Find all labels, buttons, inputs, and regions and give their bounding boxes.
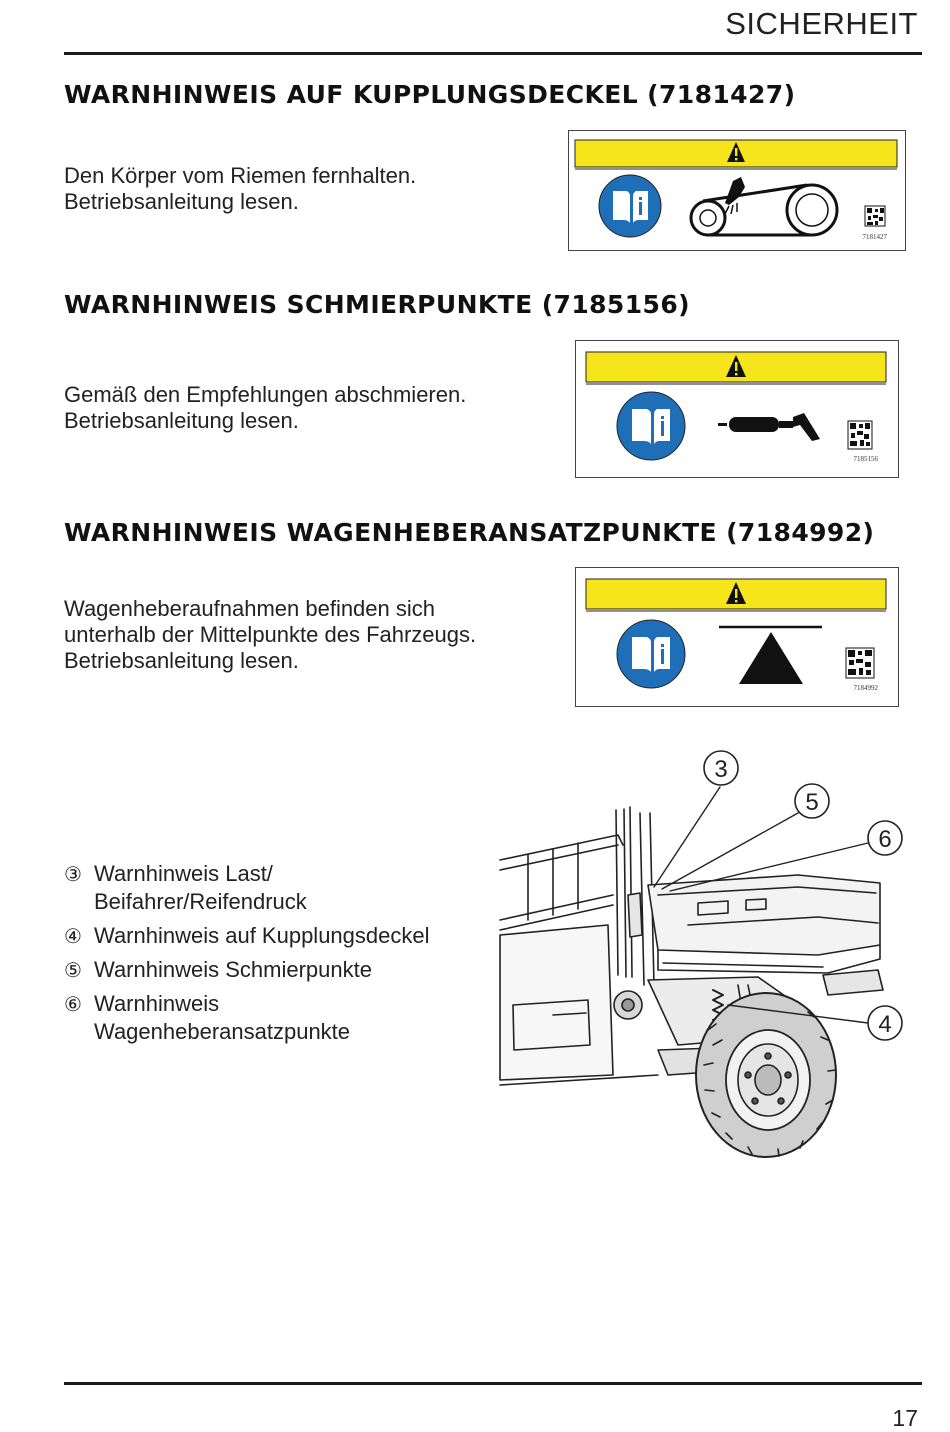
section-text-lubrication — [64, 382, 466, 434]
text-line: Betriebsanleitung lesen. — [64, 408, 299, 433]
page-number: 17 — [892, 1405, 918, 1431]
warning-label-lubrication — [575, 340, 899, 478]
section-heading-jack-points: WARNHINWEIS WAGENHEBERANSATZPUNKTE (7184992) — [64, 518, 875, 547]
belt-hand-icon — [691, 177, 837, 235]
text-line: Betriebsanleitung lesen. — [64, 648, 299, 673]
section-heading-lubrication: WARNHINWEIS SCHMIERPUNKTE (7185156) — [64, 290, 690, 319]
cargo-bed — [628, 875, 880, 973]
body-panel — [500, 925, 658, 1085]
text-line: Betriebsanleitung lesen. — [64, 189, 299, 214]
jack-point-icon — [719, 627, 822, 684]
footer-rule — [64, 1382, 922, 1385]
legend-text: Wagenheberansatzpunkte — [94, 1019, 351, 1044]
text-line: Wagenheberaufnahmen befinden sich — [64, 596, 436, 621]
callout-number: 4 — [878, 1011, 892, 1038]
text-line: Gemäß den Empfehlungen abschmieren. — [64, 382, 467, 407]
grease-gun-icon — [718, 413, 820, 441]
qr-code-icon — [865, 206, 885, 226]
callout-5 — [795, 784, 829, 818]
rear-tire — [696, 993, 836, 1157]
legend-item — [64, 922, 430, 950]
read-manual-icon — [617, 392, 685, 460]
legend-text: Warnhinweis — [94, 991, 220, 1016]
legend-item — [64, 860, 430, 916]
callout-6 — [868, 821, 902, 855]
warning-label-jack-points — [575, 567, 899, 707]
callout-3 — [704, 751, 738, 785]
label-code: 7181427 — [862, 233, 887, 241]
legend-number: ⑤ — [64, 958, 82, 982]
legend-number: ⑥ — [64, 992, 82, 1016]
page-header-title: SICHERHEIT — [725, 6, 918, 41]
callout-4 — [868, 1006, 902, 1040]
header-rule — [64, 52, 922, 55]
section-text-jack-points — [64, 596, 476, 674]
read-manual-icon — [599, 175, 661, 237]
figure-legend — [64, 860, 430, 1052]
legend-text: Warnhinweis Last/ — [94, 861, 273, 886]
text-line: Den Körper vom Riemen fernhalten. — [64, 163, 417, 188]
warning-label-clutch-cover — [568, 130, 906, 251]
legend-item — [64, 956, 430, 984]
legend-number: ④ — [64, 924, 82, 948]
legend-number: ③ — [64, 862, 82, 886]
legend-text: Warnhinweis Schmierpunkte — [94, 957, 372, 982]
label-code: 7184992 — [853, 684, 878, 692]
callout-number: 6 — [878, 826, 892, 853]
legend-text: Beifahrer/Reifendruck — [94, 889, 307, 914]
vehicle-illustration — [498, 745, 910, 1165]
legend-text: Warnhinweis auf Kupplungsdeckel — [94, 923, 430, 948]
section-text-clutch-cover — [64, 163, 416, 215]
label-code: 7185156 — [853, 455, 878, 463]
legend-item — [64, 990, 430, 1046]
section-heading-clutch-cover: WARNHINWEIS AUF KUPPLUNGSDECKEL (7181427) — [64, 80, 796, 109]
text-line: unterhalb der Mittelpunkte des Fahrzeugs. — [64, 622, 477, 647]
read-manual-icon — [617, 620, 685, 688]
qr-code-icon — [846, 648, 874, 678]
qr-code-icon — [848, 421, 872, 449]
callout-number: 3 — [714, 756, 728, 783]
callout-number: 5 — [805, 789, 819, 816]
